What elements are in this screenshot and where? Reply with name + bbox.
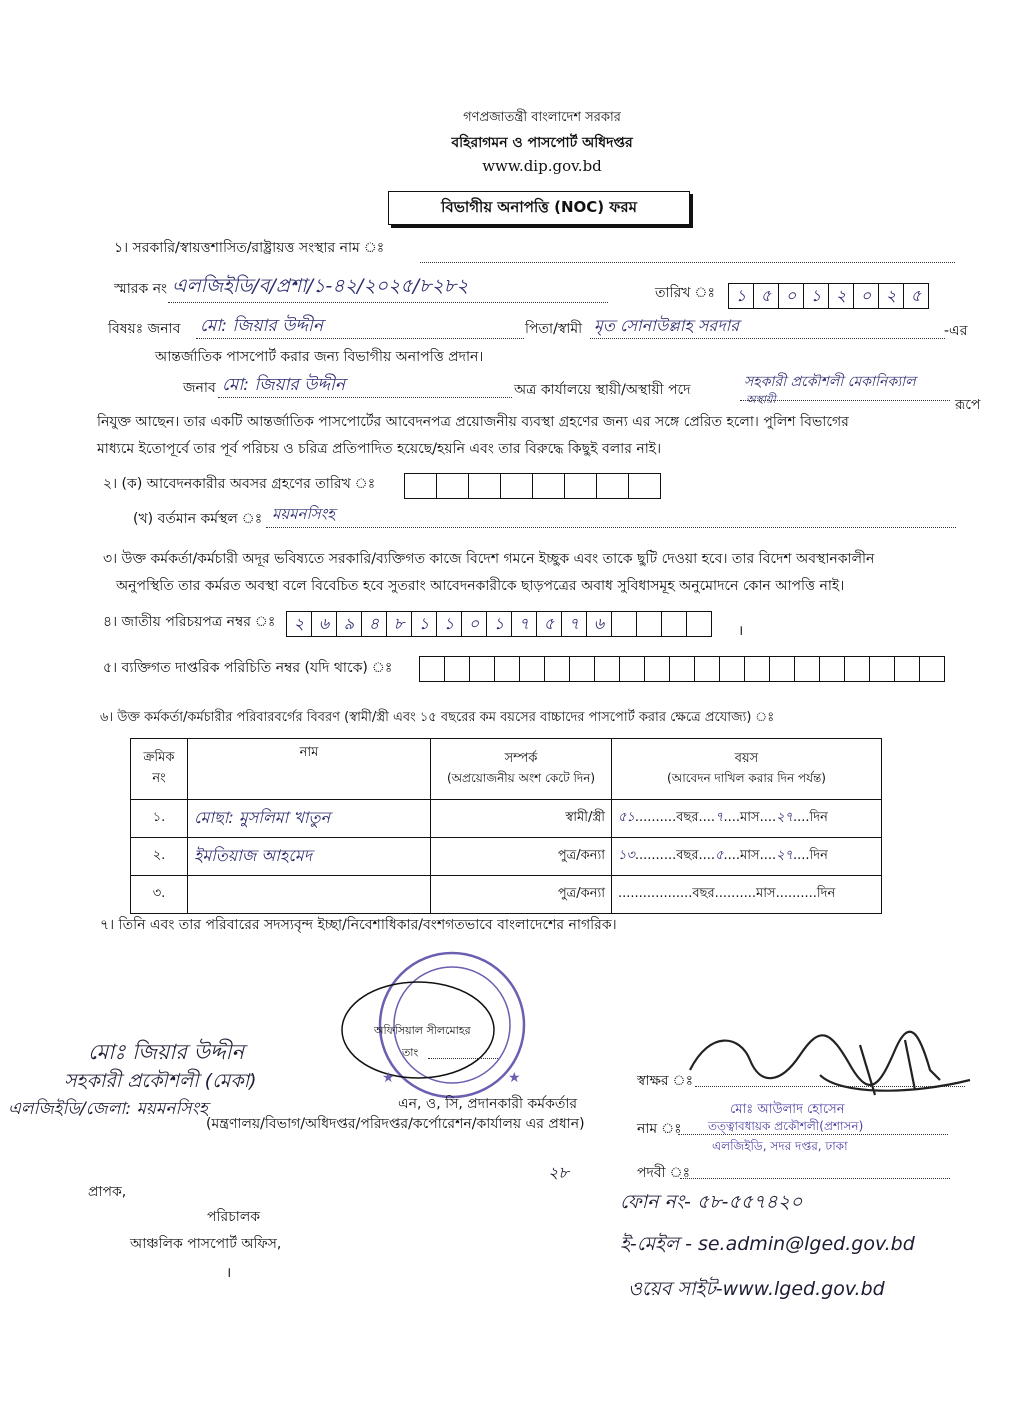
nid-digit: ১ [436, 611, 462, 637]
workplace-label: (খ) বর্তমান কর্মস্থল ঃ [133, 511, 263, 527]
date-digit: ০ [853, 283, 879, 309]
family-table-header [131, 739, 882, 800]
col-relation-title: সম্পর্ক [504, 750, 538, 766]
retirement-label: ২। (ক) আবেদনকারীর অবসর গ্রহণের তারিখ ঃ [103, 476, 376, 492]
date-label: তারিখ ঃ [655, 285, 715, 301]
memo-value: এলজিইডি/ব/প্রশা/১-৪২/২০২৫/৮২৮২ [172, 275, 469, 297]
personal-id-cell [469, 656, 495, 682]
personal-id-cell [694, 656, 720, 682]
row-age: ..................বছর..........মাস..........দিন [612, 876, 882, 914]
nid-digit: ৪ [361, 611, 387, 637]
day-label: দিন [816, 886, 836, 901]
row-months: ৫ [715, 848, 724, 863]
month-label: মাস [739, 810, 760, 825]
form-title: বিভাগীয় অনাপত্তি (NOC) ফরম [388, 191, 690, 225]
website-header: www.dip.gov.bd [482, 157, 602, 175]
personal-id-cell [719, 656, 745, 682]
date-digit: ২ [878, 283, 904, 309]
day-label: দিন [809, 848, 828, 863]
table-row [131, 800, 882, 838]
nid-digit [661, 611, 687, 637]
signature-label: স্বাক্ষর ঃ [637, 1073, 694, 1089]
personal-id-cell [744, 656, 770, 682]
nid-label: ৪। জাতীয় পরিচয়পত্র নম্বর ঃ [103, 614, 276, 630]
row-months: ৭ [715, 810, 724, 825]
date-boxes [729, 283, 929, 309]
nid-digit: ৬ [586, 611, 612, 637]
subject-line2: আন্তর্জাতিক পাসপোর্ট করার জন্য বিভাগীয় অনাপত্তি প্রদান। [155, 349, 484, 365]
personal-id-cell [894, 656, 920, 682]
retirement-cell [436, 473, 469, 499]
applicant-name-hand: মোঃ জিয়ার উদ্দীন [88, 1040, 245, 1064]
workplace-value: ময়মনসিংহ [272, 505, 335, 523]
retirement-cell [564, 473, 597, 499]
personal-id-cell [869, 656, 895, 682]
item3-line2: অনুপস্থিতি তার কর্মরত অবস্থা বলে বিবেচিত হবে সুতরাং আবেদনকারীকে ছাড়পত্রের অবাধ সুবিধাসমূহ অনুমোদনে কোন আপত্তি নাই। [116, 578, 845, 594]
date-digit: ০ [778, 283, 804, 309]
personal-id-cell [619, 656, 645, 682]
row-relation: পুত্র/কন্যা [431, 876, 612, 914]
dotted-line [168, 302, 608, 303]
item3-line1: ৩। উক্ত কর্মকর্তা/কর্মচারী অদূর ভবিষ্যতে সরকারি/ব্যক্তিগত কাজে বিদেশ গমনে ইচ্ছুক এবং তাকে ছুটি দেওয়া হবে। তার বিদেশ অবস্থানকালীন [103, 551, 875, 567]
initials-hand: ২৮ [548, 1163, 569, 1182]
personal-id-cell [794, 656, 820, 682]
personal-id-cell [669, 656, 695, 682]
nid-digit: ৬ [311, 611, 337, 637]
family-table [130, 738, 882, 914]
post-value-2: অস্থায়ী [746, 393, 776, 406]
row-serial: ১. [131, 800, 188, 838]
official-seal [340, 950, 540, 1110]
janab-name: মো: জিয়ার উদ্দীন [222, 375, 346, 395]
dotted-line [740, 400, 950, 401]
date-digit: ১ [728, 283, 754, 309]
row-years: ৫১ [618, 810, 635, 825]
father-label: পিতা/স্বামী [525, 321, 583, 337]
personal-id-cell [444, 656, 470, 682]
nid-boxes [287, 611, 712, 637]
citizenship-statement: ৭। তিনি এবং তার পরিবারের সদস্যবৃন্দ ইচ্ছা/নিবেশাধিকার/বংশগতভাবে বাংলাদেশের নাগরিক। [100, 917, 617, 933]
table-row [131, 876, 882, 914]
personal-id-cell [769, 656, 795, 682]
row-age: ৫১..........বছর....৭....মাস....২৭....দিন [612, 800, 882, 838]
day-label: দিন [809, 810, 828, 825]
dotted-line [420, 262, 955, 263]
retirement-cell [532, 473, 565, 499]
website-hand: ওয়েব সাইট-www.lged.gov.bd [628, 1278, 885, 1300]
personal-id-label: ৫। ব্যক্তিগত দাপ্তরিক পরিচিতি নম্বর (যদি থাকে) ঃ [103, 660, 393, 676]
recipient-label: প্রাপক, [88, 1184, 127, 1200]
nid-digit: ৭ [511, 611, 537, 637]
subject-label: বিষয়ঃ জনাব [108, 321, 181, 337]
row-days: ২৭ [776, 810, 793, 825]
date-digit: ১ [803, 283, 829, 309]
dotted-line [590, 338, 945, 339]
row-days: ২৭ [776, 848, 793, 863]
nid-digit: ৯ [336, 611, 362, 637]
er-suffix: -এর [944, 323, 968, 339]
subject-name: মো: জিয়ার উদ্দীন [200, 316, 324, 336]
recipient-end: । [226, 1265, 232, 1281]
personal-id-boxes [420, 656, 945, 682]
row-name: মোছা: মুসলিমা খাতুন [188, 800, 431, 838]
item1-paragraph: নিযুক্ত আছেন। তার একটি আন্তর্জাতিক পাসপোর্টের আবেদনপত্র প্রয়োজনীয় ব্যবস্থা গ্রহণের জন্য এর সঙ্গে প্রেরিত হলো। পুলিশ বিভাগের [97, 414, 849, 430]
year-label: বছর [692, 886, 715, 901]
personal-id-cell [919, 656, 945, 682]
nid-digit [611, 611, 637, 637]
row-age: ১৩..........বছর....৫....মাস....২৭....দিন [612, 838, 882, 876]
year-label: বছর [676, 848, 699, 863]
col-name: নাম [188, 739, 431, 800]
nid-digit: ৭ [561, 611, 587, 637]
janab-label: জনাব [183, 380, 216, 396]
nid-digit [686, 611, 712, 637]
retirement-cell [596, 473, 629, 499]
designation-label: পদবী ঃ [637, 1165, 691, 1181]
svg-text:★: ★ [382, 1070, 395, 1086]
date-digit: ৫ [903, 283, 929, 309]
dotted-line [680, 1178, 950, 1179]
retirement-boxes [405, 473, 661, 499]
month-label: মাস [739, 848, 760, 863]
dotted-line [266, 527, 956, 528]
stamp-designation: তত্ত্বাবধায়ক প্রকৌশলী(প্রশাসন) [708, 1119, 864, 1133]
email-hand: ই-মেইল - se.admin@lged.gov.bd [620, 1233, 915, 1255]
col-age-title: বয়স [734, 750, 759, 766]
retirement-cell [468, 473, 501, 499]
col-age-note: (আবেদন দাখিল করার দিন পর্যন্ত) [667, 770, 826, 785]
nid-digit [636, 611, 662, 637]
svg-text:★: ★ [508, 1070, 521, 1086]
signature-icon [680, 1025, 980, 1105]
retirement-cell [628, 473, 661, 499]
row-name: ইমতিয়াজ আহমেদ [188, 838, 431, 876]
row-relation: স্বামী/স্ত্রী [431, 800, 612, 838]
personal-id-cell [544, 656, 570, 682]
post-value: সহকারী প্রকৌশলী মেকানিক্যাল [744, 374, 916, 390]
personal-id-cell [844, 656, 870, 682]
stamp-office: এলজিইডি, সদর দপ্তর, ঢাকা [712, 1139, 848, 1153]
dotted-line [196, 338, 524, 339]
nid-digit: ৮ [386, 611, 412, 637]
father-name: মৃত সোনাউল্লাহ সরদার [594, 316, 740, 335]
dotted-line [218, 397, 512, 398]
phone-hand: ফোন নং- ৫৮-৫৫৭৪২০ [620, 1191, 803, 1213]
seal-title: অফিসিয়াল সীলমোহর [374, 1024, 471, 1037]
table-row [131, 838, 882, 876]
govt-header: গণপ্রজাতন্ত্রী বাংলাদেশ সরকার [463, 110, 621, 125]
personal-id-cell [644, 656, 670, 682]
memo-label: স্মারক নং [114, 281, 168, 297]
personal-id-cell [494, 656, 520, 682]
nid-digit: ২ [286, 611, 312, 637]
post-label: অত্র কার্যালয়ে স্থায়ী/অস্থায়ী পদে [514, 382, 691, 398]
personal-id-cell [819, 656, 845, 682]
dotted-line [428, 1058, 498, 1059]
col-age [612, 739, 882, 800]
year-label: বছর [676, 810, 699, 825]
family-label: ৬। উক্ত কর্মকর্তা/কর্মচারীর পরিবারবর্গের বিবরণ (স্বামী/স্ত্রী এবং ১৫ বছরের কম বয়সের বাচ্চাদের পাসপোর্ট করার ক্ষেত্রে প্রযোজ্য) ঃ [100, 710, 775, 725]
item1-paragraph-2: মাধ্যমে ইতোপূর্বে তার পূর্ব পরিচয় ও চরিত্র প্রতিপাদিত হয়েছে/হয়নি এবং তার বিরুদ্ধে কিছুই বলার নাই। [97, 441, 662, 457]
row-serial: ৩. [131, 876, 188, 914]
row-years: ১৩ [618, 848, 635, 863]
nid-digit: ০ [461, 611, 487, 637]
recipient-title: পরিচালক [207, 1209, 261, 1225]
applicant-office-hand: এলজিইডি/জেলা: ময়মনসিংহ [8, 1099, 208, 1119]
personal-id-cell [519, 656, 545, 682]
department-header: বহিরাগমন ও পাসপোর্ট অধিদপ্তর [451, 135, 633, 151]
col-relation-note: (অপ্রয়োজনীয় অংশ কেটে দিন) [446, 770, 596, 785]
recipient-office: আঞ্চলিক পাসপোর্ট অফিস, [130, 1236, 282, 1252]
row-name [188, 876, 431, 914]
col-serial: ক্রমিক নং [131, 739, 188, 800]
row-serial: ২. [131, 838, 188, 876]
personal-id-cell [569, 656, 595, 682]
col-relation [431, 739, 612, 800]
date-digit: ৫ [753, 283, 779, 309]
nid-digit: ১ [411, 611, 437, 637]
personal-id-cell [419, 656, 445, 682]
nid-end: । [738, 623, 744, 639]
office-head-label: (মন্ত্রণালয়/বিভাগ/অধিদপ্তর/পরিদপ্তর/কর্পোরেশন/কার্যালয় এর প্রধান) [206, 1116, 585, 1132]
applicant-post-hand: সহকারী প্রকৌশলী (মেকা) [64, 1070, 257, 1092]
row-relation: পুত্র/কন্যা [431, 838, 612, 876]
stamp-name: মোঃ আউলাদ হোসেন [730, 1102, 845, 1117]
month-label: মাস [755, 886, 776, 901]
seal-date: তাং [402, 1046, 419, 1059]
retirement-cell [404, 473, 437, 499]
date-digit: ২ [828, 283, 854, 309]
nid-digit: ১ [486, 611, 512, 637]
name-label: নাম ঃ [637, 1121, 682, 1137]
rupe-label: রূপে [955, 397, 981, 413]
nid-digit: ৫ [536, 611, 562, 637]
personal-id-cell [594, 656, 620, 682]
retirement-cell [500, 473, 533, 499]
item1-label: ১। সরকারি/স্বায়ত্তশাসিত/রাষ্ট্রায়ত্ত সংস্থার নাম ঃ [114, 240, 385, 256]
noc-giver-label: এন, ও, সি, প্রদানকারী কর্মকর্তার [398, 1096, 578, 1112]
